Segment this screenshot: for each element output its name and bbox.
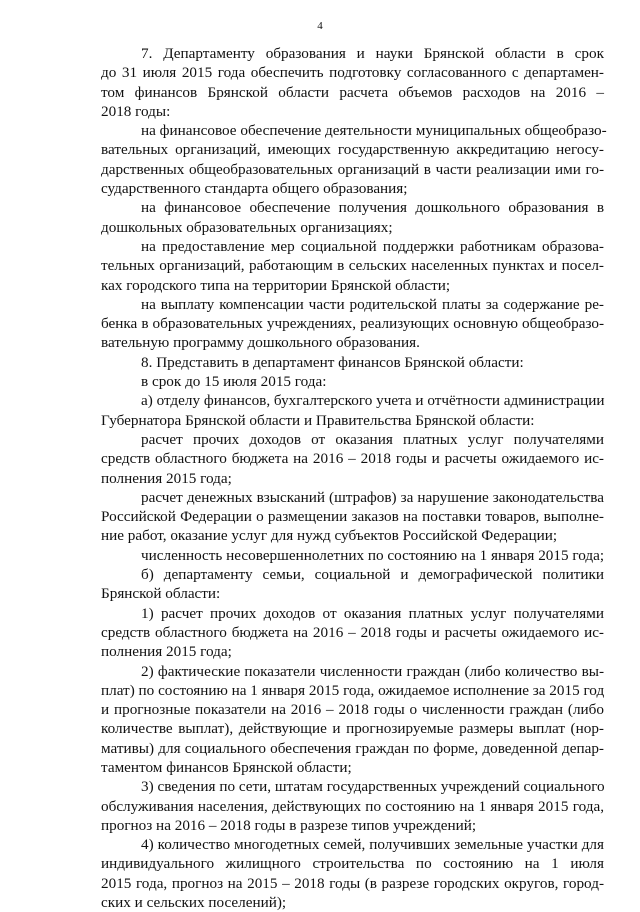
subitem-a-line-1: а) отделу финансов, бухгалтерского учета и отчётности администрации <box>141 392 605 410</box>
paragraph-7-line-4: 2018 годы: <box>101 102 171 120</box>
a-fines-line-2: Российской Федерации о размещении заказов на поставки товаров, выполне- <box>101 508 604 526</box>
b3-line-3: прогноз на 2016 – 2018 годы в разрезе типов учреждений; <box>101 816 477 834</box>
subitem-b-line-1: б) департаменту семьи, социальной и демографической политики <box>141 566 604 584</box>
a-revenue-line-1: расчет прочих доходов от оказания платных услуг получателями <box>141 430 604 448</box>
item-compensation-line-3: вательную программу дошкольного образования. <box>101 334 420 352</box>
item-compensation-line-1: на выплату компенсации части родительской платы за содержание ре- <box>141 295 604 313</box>
b1-line-3: полнения 2015 года; <box>101 643 232 661</box>
b2-line-2: плат) по состоянию на 1 января 2015 года, ожидаемое исполнение за 2015 год <box>101 681 605 699</box>
paragraph-7-line-1: 7. Департаменту образования и науки Брянской области в срок <box>141 45 604 62</box>
item-compensation-line-2: бенка в образовательных учреждениях, реализующих основную общеобразо- <box>101 315 604 333</box>
a-fines-line-3: ние работ, оказание услуг для нужд субъектов Российской Федерации; <box>101 527 558 545</box>
item-municipal-line-2: вательных организаций, имеющих государственную аккредитацию негосу- <box>101 141 604 159</box>
item-municipal-line-1: на финансовое обеспечение деятельности муниципальных общеобразо- <box>141 122 607 140</box>
paragraph-8-heading: 8. Представить в департамент финансов Брянской области: <box>141 353 524 371</box>
subitem-a-line-2: Губернатора Брянской области и Правительства Брянской области: <box>101 411 535 429</box>
item-social-support-line-3: ках городского типа на территории Брянской области; <box>101 276 451 294</box>
b1-line-1: 1) расчет прочих доходов от оказания платных услуг получателями <box>141 604 604 622</box>
b4-line-1: 4) количество многодетных семей, получивших земельные участки для <box>141 836 604 854</box>
a-revenue-line-3: полнения 2015 года; <box>101 469 232 487</box>
b4-line-4: ских и сельских поселений); <box>101 894 287 912</box>
b4-line-2: индивидуального жилищного строительства по состоянию на 1 июля <box>101 855 604 873</box>
item-social-support-line-2: тельных организаций, работающим в сельских населенных пунктах и посел- <box>101 257 604 275</box>
deadline-line: в срок до 15 июля 2015 года: <box>141 373 327 391</box>
a-fines-line-1: расчет денежных взысканий (штрафов) за нарушение законодательства <box>141 488 604 506</box>
b1-line-2: средств областного бюджета на 2016 – 2018 годы и расчеты ожидаемого ис- <box>101 623 604 641</box>
b2-line-5: мативы) для социального обеспечения граждан по форме, доведенной депар- <box>101 739 604 757</box>
item-preschool-line-1: на финансовое обеспечение получения дошкольного образования в <box>141 199 604 217</box>
b2-line-6: таментом финансов Брянской области; <box>101 758 352 776</box>
paragraph-7-line-2: до 31 июля 2015 года обеспечить подготовку согласованного с департамен- <box>101 64 604 82</box>
b2-line-1: 2) фактические показатели численности граждан (либо количество вы- <box>141 662 604 680</box>
paragraph-7-line-3: том финансов Брянской области расчета объемов расходов на 2016 – <box>101 83 604 101</box>
item-municipal-line-4: сударственного стандарта общего образования; <box>101 180 408 198</box>
a-revenue-line-2: средств областного бюджета на 2016 – 2018 годы и расчеты ожидаемого ис- <box>101 450 604 468</box>
item-municipal-line-3: дарственных общеобразовательных организаций в части реализации ими го- <box>101 160 604 178</box>
subitem-b-line-2: Брянской области: <box>101 585 221 603</box>
item-social-support-line-1: на предоставление мер социальной поддержки работникам образова- <box>141 237 604 255</box>
document-body <box>101 44 607 912</box>
b3-line-2: обслуживания населения, действующих по состоянию на 1 января 2015 года, <box>101 797 604 815</box>
b2-line-3: и прогнозные показатели на 2016 – 2018 годы о численности граждан (либо <box>101 701 604 719</box>
b3-line-1: 3) сведения по сети, штатам государственных учреждений социального <box>141 778 605 796</box>
b2-line-4: количестве выплат), действующие и прогнозируемые размеры выплат (нор- <box>101 720 604 738</box>
page-number: 4 <box>317 20 323 32</box>
item-preschool-line-2: дошкольных образовательных организациях; <box>101 218 393 236</box>
a-minors-line: численность несовершеннолетних по состоянию на 1 января 2015 года; <box>141 546 605 564</box>
b4-line-3: 2015 года, прогноз на 2015 – 2018 годы (в разрезе городских округов, город- <box>101 874 604 892</box>
